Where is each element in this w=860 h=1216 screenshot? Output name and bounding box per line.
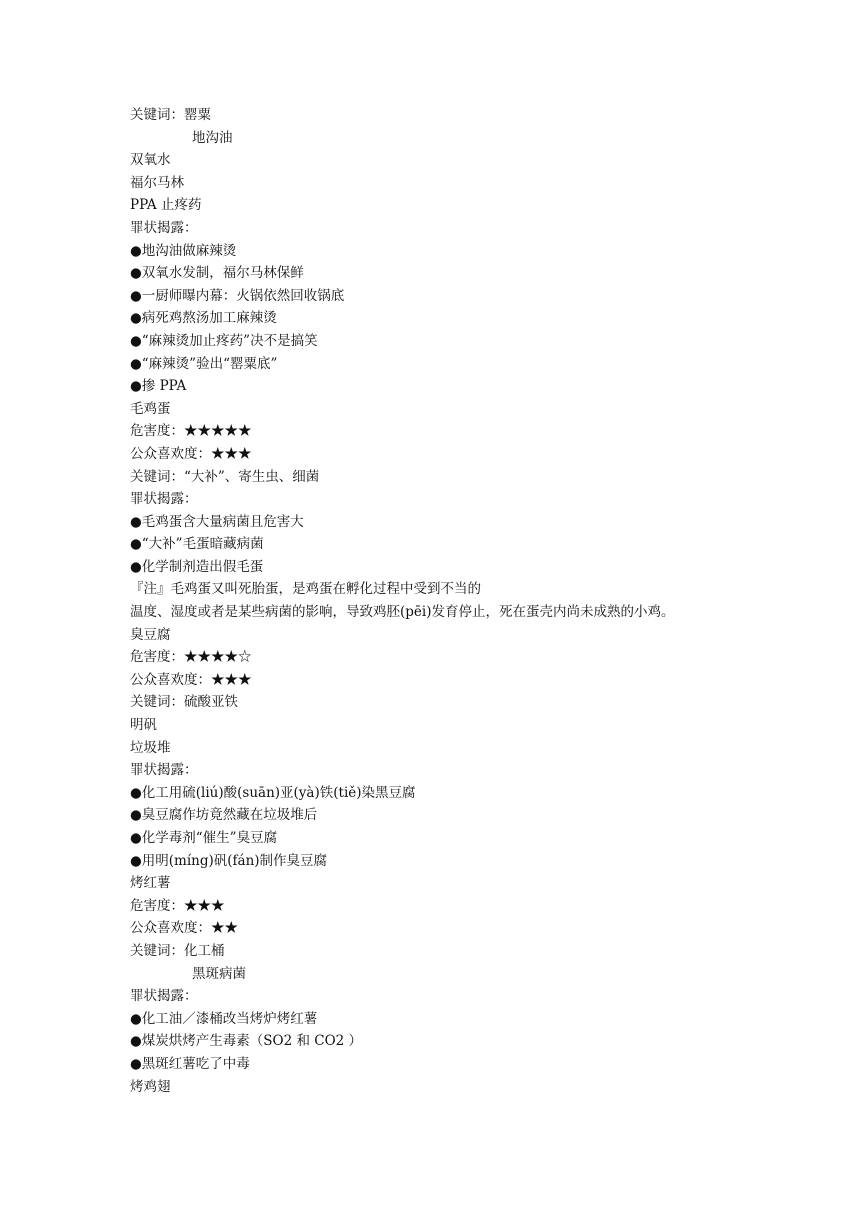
text-line: 关键词：化工桶	[130, 942, 225, 959]
text-line: ●毛鸡蛋含大量病菌且危害大	[130, 513, 304, 530]
text-line: 罪状揭露：	[130, 491, 198, 508]
text-line: ●臭豆腐作坊竟然藏在垃圾堆后	[130, 807, 318, 824]
text-line: ●煤炭烘烤产生毒素（SO2 和 CO2 ）	[130, 1033, 363, 1050]
text-line: 危害度：★★★★★	[130, 423, 252, 440]
text-line: 明矾	[130, 717, 157, 734]
text-line: 罪状揭露：	[130, 219, 198, 236]
text-line: ●掺 PPA	[130, 378, 187, 395]
text-line: 毛鸡蛋	[130, 400, 171, 417]
text-line: 温度、湿度或者是某些病菌的影响，导致鸡胚(pēi)发育停止，死在蛋壳内尚未成熟的小鸡。	[130, 604, 675, 621]
text-line: ●“麻辣烫加止疼药”决不是搞笑	[130, 332, 318, 349]
text-line: 烤红薯	[130, 875, 171, 892]
text-line: ●一厨师曝内幕：火锅依然回收锅底	[130, 287, 345, 304]
text-line: 关键词：罂粟	[130, 107, 211, 123]
text-line: ●化学毒剂“催生”臭豆腐	[130, 830, 278, 846]
text-line: 『注』毛鸡蛋又叫死胎蛋，是鸡蛋在孵化过程中受到不当的	[130, 581, 481, 598]
text-line: ●黑斑红薯吃了中毒	[130, 1055, 250, 1072]
text-line: 关键词：“大补”、寄生虫、细菌	[130, 468, 320, 485]
text-line: 公众喜欢度：★★	[130, 920, 238, 937]
text-line: ●化学制剂造出假毛蛋	[130, 558, 264, 575]
text-line: ●化工用硫(liú)酸(suān)亚(yà)铁(tiě)染黑豆腐	[130, 784, 416, 801]
text-line: 危害度：★★★	[130, 897, 225, 914]
text-line: 罪状揭露：	[130, 988, 198, 1005]
text-line: PPA 止疼药	[130, 197, 202, 214]
text-line: 危害度：★★★★☆	[130, 649, 252, 666]
text-line: ●化工油／漆桶改当烤炉烤红薯	[130, 1010, 318, 1027]
text-line: 关键词：硫酸亚铁	[130, 694, 238, 711]
text-line: 黑斑病菌	[192, 965, 246, 982]
text-line: 烤鸡翅	[130, 1078, 171, 1095]
text-line: 双氧水	[130, 152, 171, 169]
text-line: 垃圾堆	[130, 739, 171, 756]
text-line: 地沟油	[192, 129, 233, 146]
text-line: 公众喜欢度：★★★	[130, 671, 252, 688]
text-line: 臭豆腐	[130, 626, 171, 643]
text-line: 公众喜欢度：★★★	[130, 445, 252, 462]
text-line: 福尔马林	[130, 174, 184, 191]
text-line: ●地沟油做麻辣烫	[130, 242, 237, 259]
text-line: ●双氧水发制，福尔马林保鲜	[130, 265, 304, 282]
document-page	[130, 104, 830, 1098]
text-line: ●用明(míng)矾(fán)制作臭豆腐	[130, 852, 328, 869]
text-line: ●“大补”毛蛋暗藏病菌	[130, 536, 264, 553]
text-line: 罪状揭露：	[130, 762, 198, 779]
text-line: ●“麻辣烫”验出“罂粟底”	[130, 355, 278, 372]
text-line: ●病死鸡熬汤加工麻辣烫	[130, 310, 277, 327]
